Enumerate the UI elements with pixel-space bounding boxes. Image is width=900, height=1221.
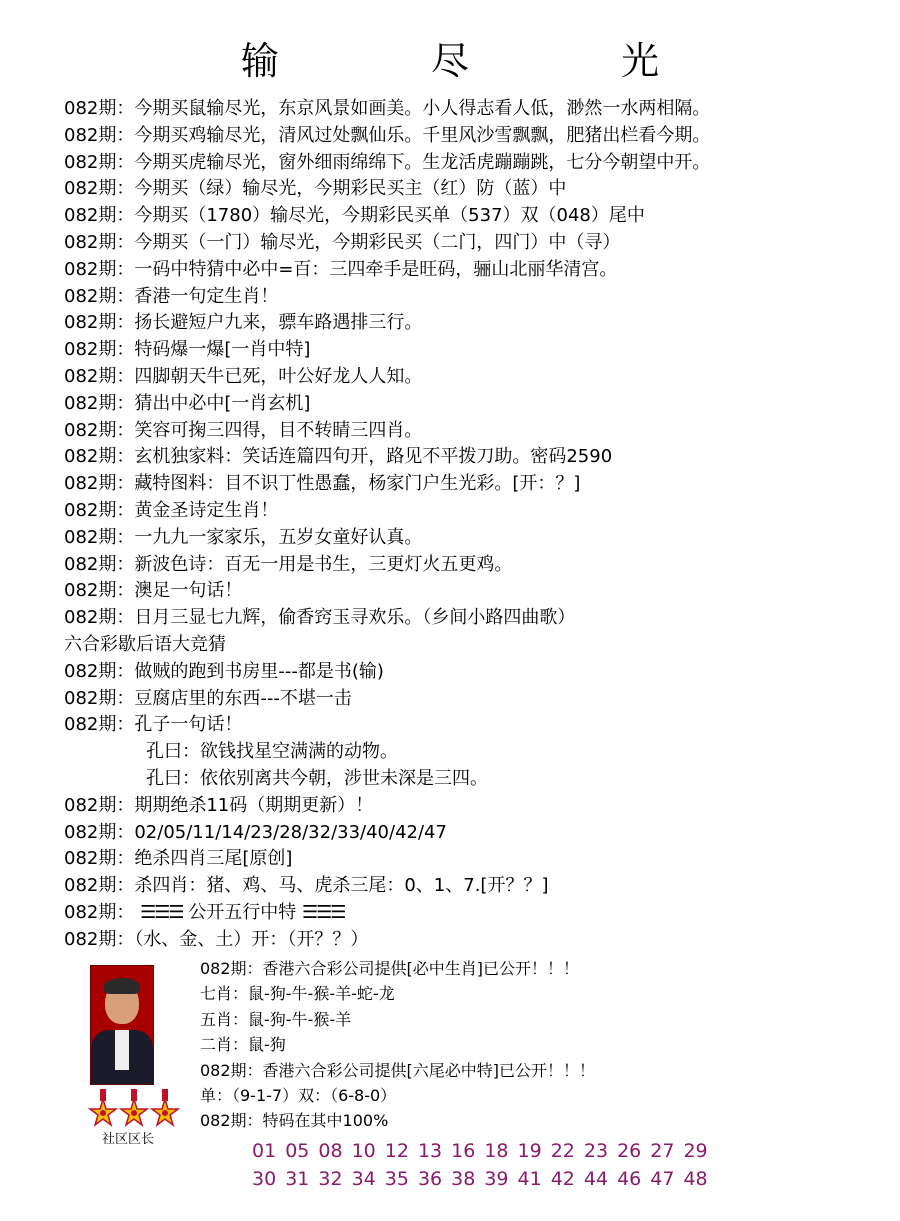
number-cell: 42 <box>550 1168 575 1190</box>
page-title: 输 尽 光 <box>240 39 730 83</box>
text-line: 082期：四脚朝天牛已死，叶公好龙人人知。 <box>64 365 423 387</box>
text-line: 082期：豆腐店里的东西---不堪一击 <box>64 687 352 709</box>
text-line: 082期：黄金圣诗定生肖！ <box>64 499 279 521</box>
text-line-indented: 孔曰：依依别离共今朝，涉世未深是三四。 <box>146 767 488 789</box>
numbers-row-2 <box>252 1168 892 1190</box>
text-line: 082期：香港六合彩公司提供[六尾必中特]已公开！！！ <box>200 1060 596 1080</box>
number-cell: 47 <box>650 1168 675 1190</box>
number-cell: 34 <box>351 1168 376 1190</box>
text-line: 082期：期期绝杀11码（期期更新）！ <box>64 794 374 816</box>
number-cell: 46 <box>617 1168 642 1190</box>
text-line: 七肖：鼠-狗-牛-猴-羊-蛇-龙 <box>200 984 395 1004</box>
number-cell: 30 <box>252 1168 277 1190</box>
text-line: 082期：玄机独家料：笑话连篇四句开，路见不平拨刀助。密码2590 <box>64 446 613 468</box>
portrait-photo <box>90 965 154 1085</box>
text-line: 082期：新波色诗：百无一用是书生，三更灯火五更鸡。 <box>64 553 513 575</box>
text-line: 082期：绝杀四肖三尾[原创] <box>64 848 293 870</box>
number-cell: 01 <box>252 1140 277 1162</box>
text-line: 082期：香港六合彩公司提供[必中生肖]已公开！！！ <box>200 959 580 978</box>
number-cell: 26 <box>617 1140 642 1162</box>
number-cell: 32 <box>318 1168 343 1190</box>
number-cell: 41 <box>517 1168 542 1190</box>
text-line: 082期：今期买（绿）输尽光，今期彩民买主（红）防（蓝）中 <box>64 178 567 200</box>
text-line: 082期：（水、金、土）开：（开？？） <box>64 928 369 950</box>
text-line: 082期：扬长避短户九来，骠车路遇排三行。 <box>64 312 423 334</box>
text-line: 082期：做贼的跑到书房里---都是书(输) <box>64 660 384 682</box>
text-line: 082期：特码在其中100% <box>200 1111 389 1131</box>
text-line: 082期：香港一句定生肖！ <box>64 285 279 307</box>
text-line: 082期：藏特图料：目不识丁性愚蠢，杨家门户生光彩。[开：？] <box>64 473 581 495</box>
trigram-bars-icon: ☰☰☰ <box>140 901 183 923</box>
text-line: 082期：今期买鼠输尽光，东京风景如画美。小人得志看人低，渺然一水两相隔。 <box>64 98 711 119</box>
numbers-row-1 <box>252 1140 892 1162</box>
right-text-lines <box>200 956 890 1134</box>
text-line: 082期：一码中特猜中必中=百：三四牵手是旺码，骊山北丽华清宫。 <box>64 258 618 280</box>
text-line: 二肖：鼠-狗 <box>200 1035 286 1055</box>
text-line: 082期：特码爆一爆[一肖中特] <box>64 339 311 361</box>
star-badge-icon <box>150 1089 180 1129</box>
number-cell: 19 <box>517 1140 542 1162</box>
text-line: 082期：一九九一家家乐，五岁女童好认真。 <box>64 526 423 548</box>
text-line: 082期：今期买鸡输尽光，清风过处飘仙乐。千里风沙雪飘飘，肥猪出栏看今期。 <box>64 124 711 146</box>
number-cell: 36 <box>417 1168 443 1190</box>
number-cell: 16 <box>451 1140 476 1162</box>
number-cell: 23 <box>583 1140 609 1162</box>
number-cell: 27 <box>650 1140 675 1162</box>
number-cell: 18 <box>484 1140 509 1162</box>
number-cell: 12 <box>384 1140 409 1162</box>
portrait-caption: 社区区长 <box>102 1132 155 1147</box>
number-cell: 29 <box>683 1140 708 1162</box>
number-cell: 39 <box>484 1168 509 1190</box>
bars-line-middle: 公开五行中特 <box>188 901 297 923</box>
star-badge-icon <box>119 1089 149 1129</box>
star-badge-icon <box>88 1089 118 1129</box>
text-line: 082期：今期买（一门）输尽光，今期彩民买（二门，四门）中（寻） <box>64 231 621 253</box>
main-text-lines <box>64 96 884 954</box>
portrait-block <box>88 965 192 1149</box>
text-line-indented: 孔曰：欲钱找星空满满的动物。 <box>146 741 398 763</box>
section-heading: 六合彩歇后语大竞猜 <box>64 633 226 655</box>
badge-row <box>88 1089 192 1129</box>
number-cell: 08 <box>318 1140 343 1162</box>
text-line: 082期：孔子一句话！ <box>64 714 243 736</box>
text-line: 082期：日月三显七九辉，偷香窍玉寻欢乐。（乡间小路四曲歌） <box>64 607 576 629</box>
number-cell: 13 <box>417 1140 443 1162</box>
text-line: 082期：澳足一句话！ <box>64 580 243 602</box>
text-line: 082期：02/05/11/14/23/28/32/33/40/42/47 <box>64 821 447 843</box>
text-line: 082期：猜出中必中[一肖玄机] <box>64 392 311 414</box>
text-line: 082期：今期买虎输尽光，窗外细雨绵绵下。生龙活虎蹦蹦跳，七分今朝望中开。 <box>64 151 711 173</box>
text-line: 单：（9-1-7）双：（6-8-0） <box>200 1085 397 1105</box>
number-cell: 48 <box>683 1168 708 1190</box>
number-cell: 22 <box>550 1140 575 1162</box>
text-line: 082期：笑容可掬三四得，目不转睛三四肖。 <box>64 419 423 441</box>
bars-line-prefix: 082期： <box>64 901 135 923</box>
text-line: 082期：今期买（1780）输尽光，今期彩民买单（537）双（048）尾中 <box>64 205 645 227</box>
number-cell: 35 <box>384 1168 409 1190</box>
number-cell: 31 <box>285 1168 310 1190</box>
trigram-bars-icon: ☰☰☰ <box>301 901 345 923</box>
number-cell: 10 <box>351 1140 376 1162</box>
bars-line <box>64 900 884 927</box>
number-cell: 38 <box>451 1168 476 1190</box>
number-cell: 05 <box>285 1140 310 1162</box>
text-line: 082期：杀四肖：猪、鸡、马、虎杀三尾：0、1、7.[开？？] <box>64 875 549 897</box>
number-cell: 44 <box>583 1168 609 1190</box>
text-line: 五肖：鼠-狗-牛-猴-羊 <box>200 1009 352 1029</box>
